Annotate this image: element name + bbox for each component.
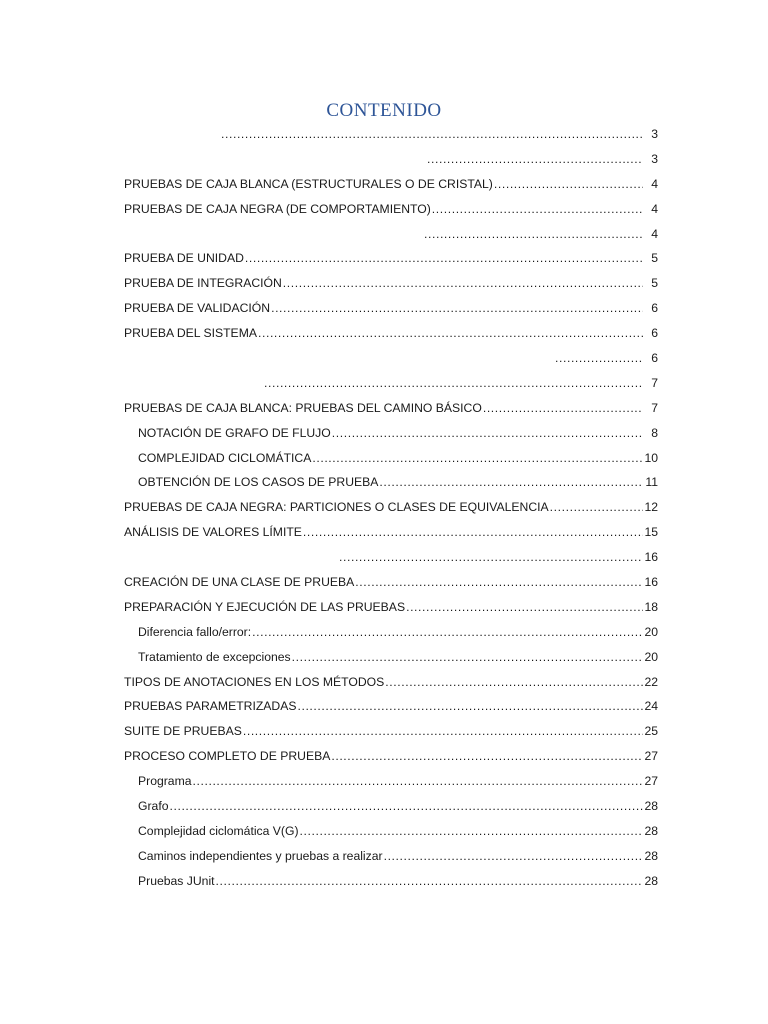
toc-entry[interactable] (124, 396, 658, 421)
toc-entry[interactable] (124, 321, 658, 346)
toc-entry-label: Programa (138, 774, 192, 789)
toc-dot-leader (193, 769, 643, 794)
toc-entry-label: OBTENCIÓN DE LOS CASOS DE PRUEBA (138, 475, 379, 490)
toc-page-number: 27 (644, 774, 658, 789)
toc-page-number: 25 (644, 724, 658, 739)
toc-entry-label: TIPOS DE ANOTACIONES EN LOS MÉTODOS (124, 674, 385, 689)
toc-dot-leader (355, 570, 643, 595)
toc-page-number: 3 (651, 151, 658, 166)
toc-page-number: 16 (644, 550, 658, 565)
toc-dot-leader (303, 520, 643, 545)
toc-dot-leader (300, 819, 643, 844)
toc-entry-label: PRUEBAS DE CAJA NEGRA (DE COMPORTAMIENTO) (124, 201, 431, 216)
toc-entry[interactable] (124, 694, 658, 719)
toc-entry[interactable] (124, 869, 658, 894)
toc-entry[interactable] (124, 296, 658, 321)
toc-page-number: 28 (644, 873, 658, 888)
toc-entry-label: PRUEBA DE INTEGRACIÓN (124, 276, 282, 291)
toc-page-number: 7 (651, 375, 658, 390)
toc-entry[interactable] (124, 346, 658, 371)
toc-entry[interactable] (124, 122, 658, 147)
toc-entry[interactable] (124, 670, 658, 695)
toc-entry[interactable] (124, 719, 658, 744)
toc-entry[interactable] (124, 172, 658, 197)
toc-entry-label: PREPARACIÓN Y EJECUCIÓN DE LAS PRUEBAS (124, 599, 406, 614)
toc-dot-leader (169, 794, 643, 819)
toc-entry-label: Tratamiento de excepciones (138, 649, 291, 664)
toc-page-number: 20 (644, 624, 658, 639)
toc-entry-label: SUITE DE PRUEBAS (124, 724, 242, 739)
toc-entry[interactable] (124, 446, 658, 471)
toc-dot-leader (339, 545, 643, 570)
toc-page-number: 16 (644, 575, 658, 590)
toc-entry[interactable] (124, 794, 658, 819)
toc-dot-leader (221, 122, 643, 147)
toc-entry-label: PRUEBAS DE CAJA BLANCA: PRUEBAS DEL CAMINO BÁSICO (124, 400, 482, 415)
toc-entry-label: PRUEBAS PARAMETRIZADAS (124, 699, 297, 714)
toc-entry-label: PROCESO COMPLETO DE PRUEBA (124, 749, 331, 764)
toc-entry[interactable] (124, 819, 658, 844)
toc-entry[interactable] (124, 371, 658, 396)
toc-page-number: 28 (644, 823, 658, 838)
toc-dot-leader (432, 197, 643, 222)
toc-page-number: 27 (644, 749, 658, 764)
toc-entry-label: PRUEBA DEL SISTEMA (124, 326, 257, 341)
toc-entry[interactable] (124, 147, 658, 172)
toc-entry[interactable] (124, 844, 658, 869)
toc-entry[interactable] (124, 645, 658, 670)
toc-dot-leader (297, 694, 643, 719)
toc-entry[interactable] (124, 271, 658, 296)
toc-dot-leader (283, 271, 643, 296)
toc-page-number: 20 (644, 649, 658, 664)
toc-dot-leader (379, 470, 643, 495)
toc-page-number: 3 (651, 127, 658, 141)
toc-dot-leader (424, 222, 643, 247)
toc-entry[interactable] (124, 620, 658, 645)
toc-page-number: 4 (651, 226, 658, 241)
toc-dot-leader (258, 321, 643, 346)
toc-page-number: 5 (651, 251, 658, 266)
toc-entry[interactable] (124, 197, 658, 222)
toc-entry[interactable] (124, 246, 658, 271)
toc-dot-leader (385, 670, 643, 695)
toc-entry-label: Complejidad ciclomática V(G) (138, 823, 299, 838)
toc-dot-leader (550, 495, 643, 520)
toc-entry-label: NOTACIÓN DE GRAFO DE FLUJO (138, 425, 331, 440)
toc-dot-leader (271, 296, 643, 321)
toc-page-number: 10 (644, 450, 658, 465)
toc-page-number: 6 (651, 326, 658, 341)
toc-page-number: 22 (644, 674, 658, 689)
toc-page-number: 24 (644, 699, 658, 714)
toc-dot-leader (312, 446, 643, 471)
toc-dot-leader (483, 396, 643, 421)
toc-dot-leader (384, 844, 643, 869)
toc-dot-leader (332, 421, 643, 446)
toc-page-number: 15 (644, 525, 658, 540)
toc-page-number: 7 (651, 400, 658, 415)
toc-dot-leader (245, 246, 643, 271)
toc-entry[interactable] (124, 545, 658, 570)
toc-page-number: 6 (651, 301, 658, 316)
toc-entry[interactable] (124, 769, 658, 794)
toc-entry[interactable] (124, 222, 658, 247)
toc-page-number: 28 (644, 848, 658, 863)
toc-page-number: 8 (651, 425, 658, 440)
toc-dot-leader (494, 172, 643, 197)
toc-entry[interactable] (124, 495, 658, 520)
toc-entry-label: ANÁLISIS DE VALORES LÍMITE (124, 525, 302, 540)
toc-page-number: 18 (644, 599, 658, 614)
toc-page-number: 6 (651, 351, 658, 366)
toc-entry-label: COMPLEJIDAD CICLOMÁTICA (138, 450, 312, 465)
toc-entry-label: Caminos independientes y pruebas a realizar (138, 848, 383, 863)
toc-page-number: 11 (645, 475, 658, 490)
toc-page-number: 28 (644, 799, 658, 814)
toc-entry[interactable] (124, 570, 658, 595)
toc-title: CONTENIDO (326, 100, 442, 121)
toc-dot-leader (264, 371, 643, 396)
toc-dot-leader (427, 147, 643, 172)
toc-dot-leader (252, 620, 643, 645)
toc-page-number: 5 (651, 276, 658, 291)
toc-dot-leader (216, 869, 643, 894)
toc-entry-label: CREACIÓN DE UNA CLASE DE PRUEBA (124, 575, 355, 590)
toc-entry[interactable] (124, 520, 658, 545)
toc-dot-leader (243, 719, 643, 744)
toc-entry[interactable] (124, 744, 658, 769)
toc-entry-label: PRUEBAS DE CAJA BLANCA (ESTRUCTURALES O DE CRISTAL) (124, 176, 493, 191)
toc-entry-label: Grafo (138, 799, 169, 814)
toc-entry-label: PRUEBA DE VALIDACIÓN (124, 301, 271, 316)
toc-page-number: 12 (644, 500, 658, 515)
toc-entry[interactable] (124, 595, 658, 620)
toc-dot-leader (331, 744, 643, 769)
toc-entry-label: Pruebas JUnit (138, 873, 215, 888)
toc-page-number: 4 (651, 176, 658, 191)
toc-entry-label: Diferencia fallo/error: (138, 624, 252, 639)
toc-entry[interactable] (124, 470, 658, 495)
toc-dot-leader (406, 595, 643, 620)
toc-page-number: 4 (651, 201, 658, 216)
table-of-contents (124, 122, 658, 894)
toc-entry-label: PRUEBAS DE CAJA NEGRA: PARTICIONES O CLASES DE EQUIVALENCIA (124, 500, 549, 515)
toc-dot-leader (292, 645, 643, 670)
toc-dot-leader (555, 346, 643, 371)
toc-entry-label: PRUEBA DE UNIDAD (124, 251, 244, 266)
toc-entry[interactable] (124, 421, 658, 446)
